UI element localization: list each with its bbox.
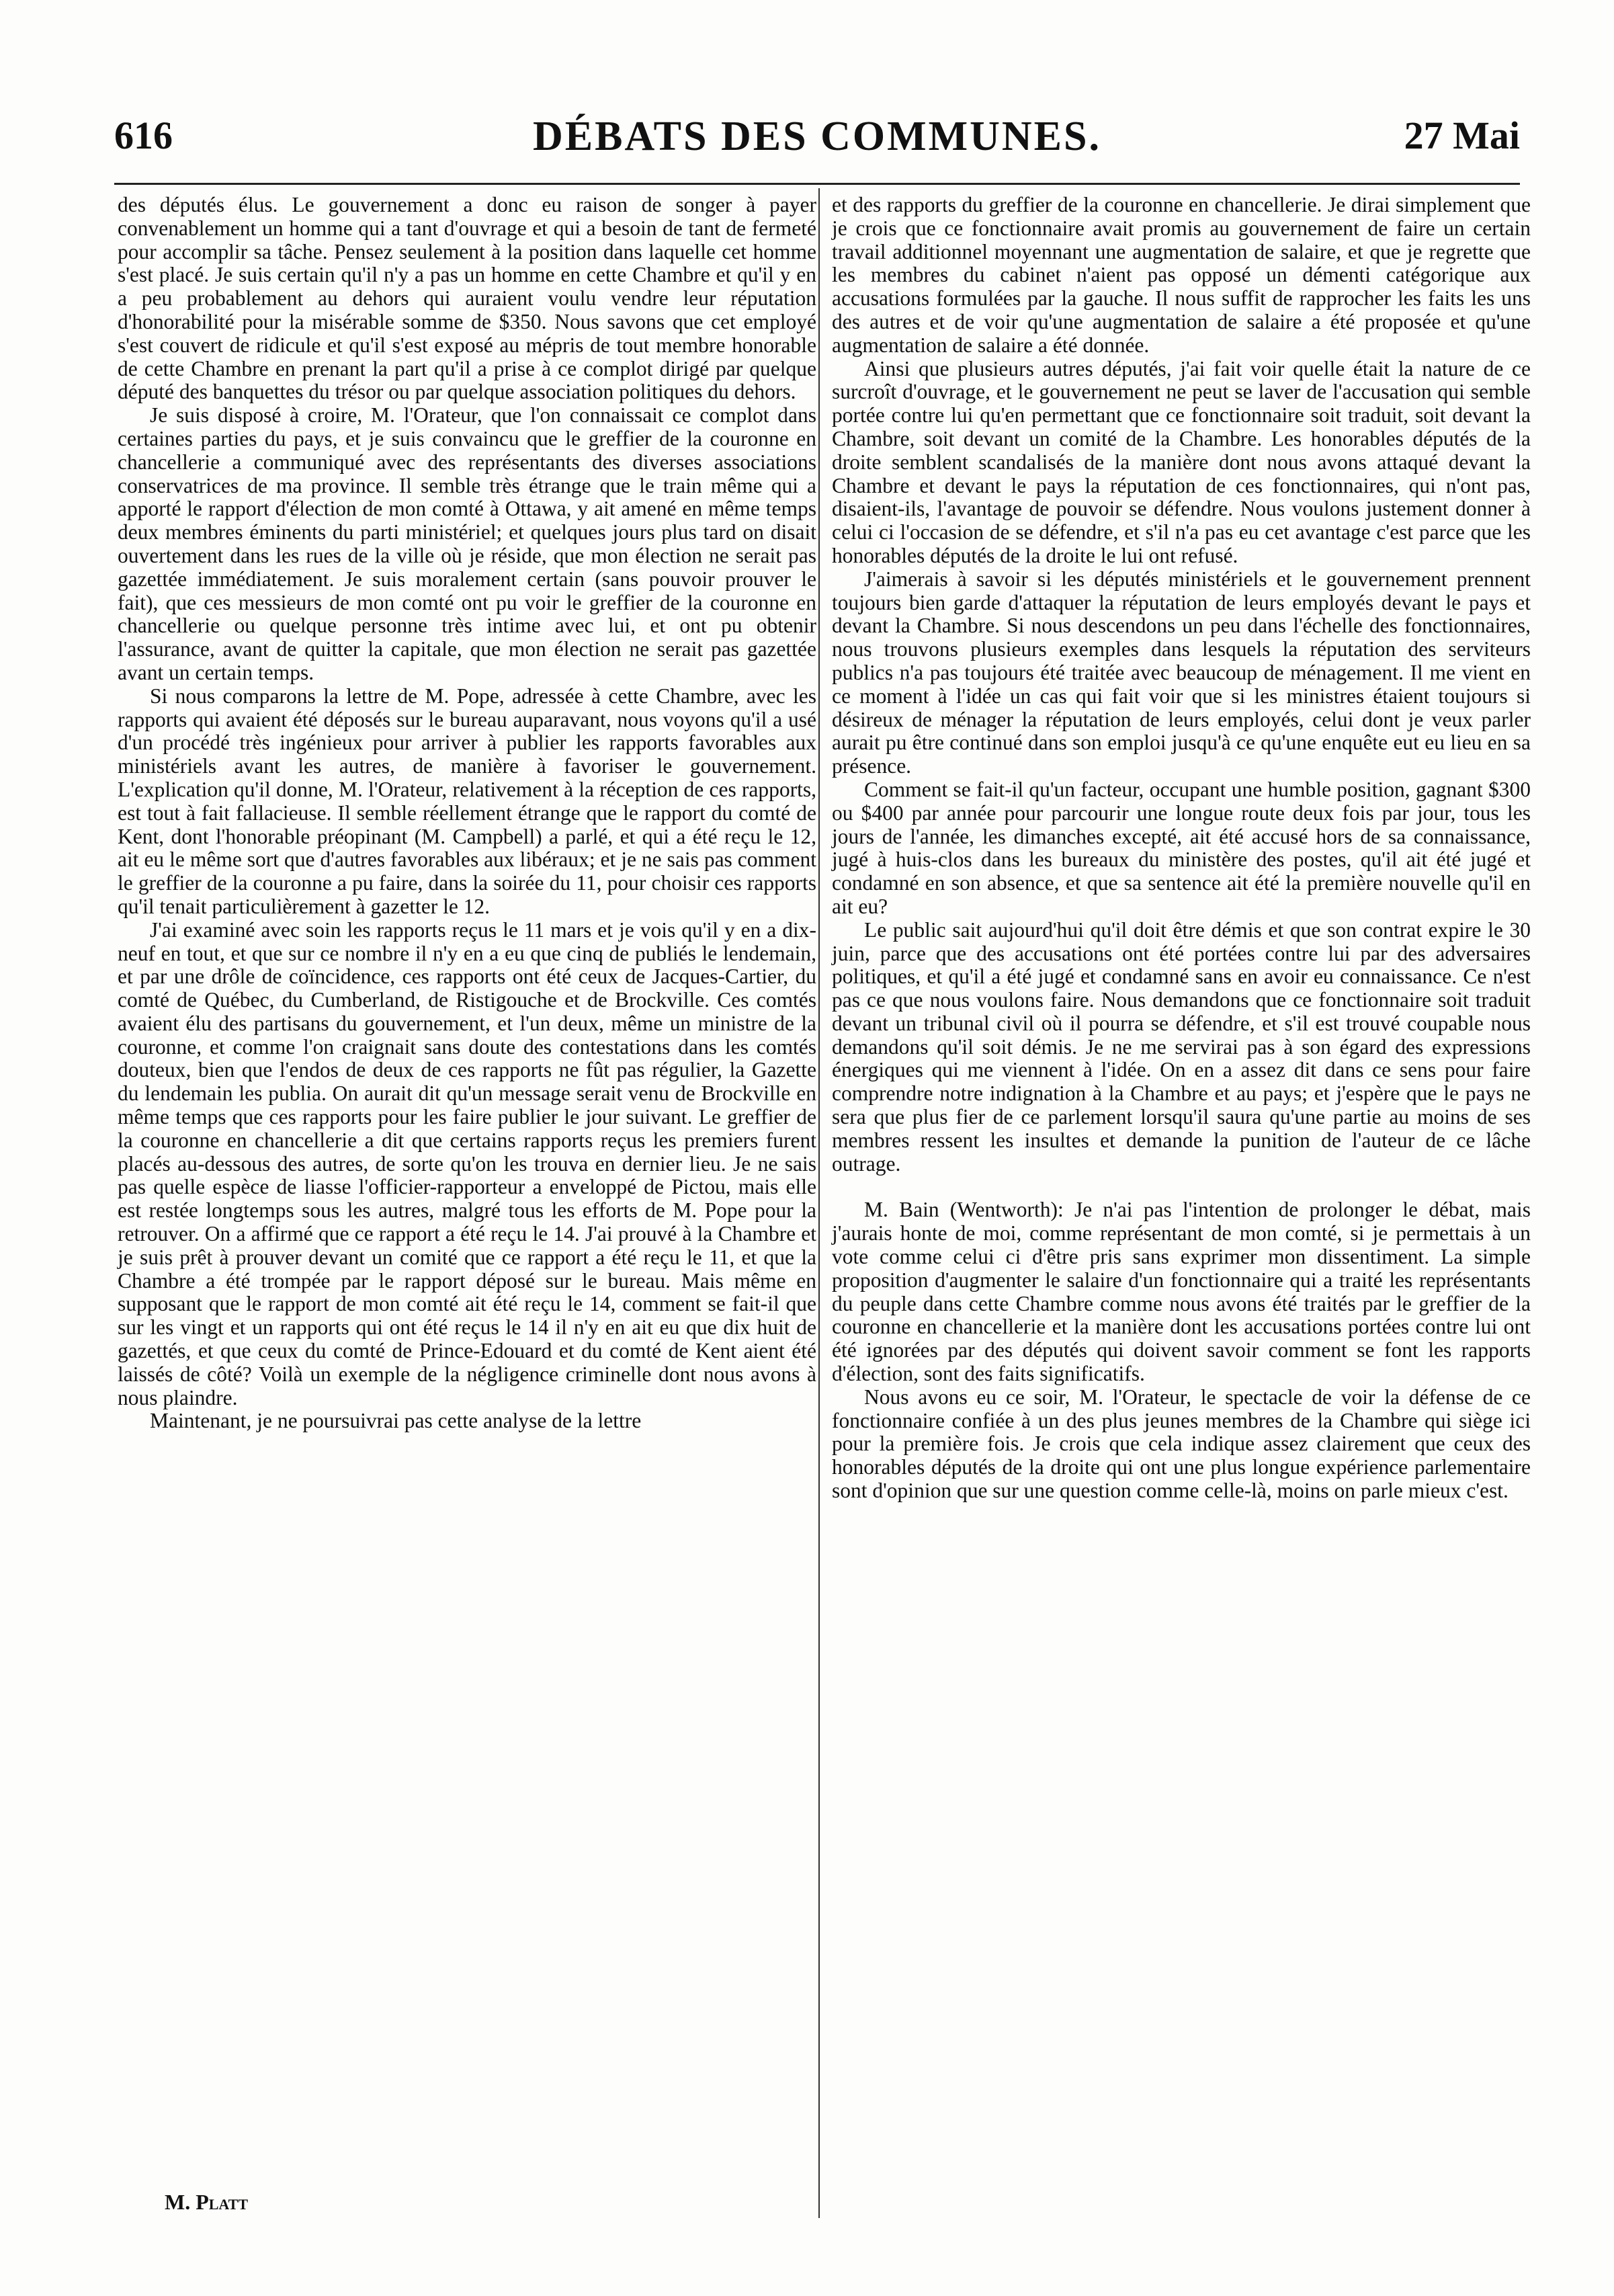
speaker-paragraph: M. Bain (Wentworth): Je n'ai pas l'intention de prolonger le débat, mais j'aurais honte de moi, comme représentant de mon comté, si je permettais à un vote comme celui ci d'être pris sans exprimer mon dissentiment. La simple proposition d'augmenter le salaire d'un fonctionnaire qui a traité les représentants du peuple dans cette Chambre comme nous avons été traités par le greffier de la couronne en chancellerie et la manière dont les accusations portées contre lui ont été ignorées par des députés qui doivent savoir comment se font les rapports d'élection, sont des faits significatifs. <box>832 1198 1531 1386</box>
column-divider <box>818 188 820 2218</box>
right-column <box>832 194 1531 1503</box>
paragraph: J'ai examiné avec soin les rapports reçus le 11 mars et je vois qu'il y en a dix-neuf en tout, et que sur ce nombre il n'y en a eu que cinq de publiés le lendemain, et par une drôle de coïncidence, ces rapports ont été ceux de Jacques-Cartier, du comté de Québec, du Cumberland, de Ristigouche et de Brockville. Ces comtés avaient élu des partisans du gouvernement, et l'un deux, même un ministre de la couronne, et comme l'on craignait sans doute des contestations dans les comtés douteux, bien que l'endos de deux de ces rapports ne fût pas régulier, la Gazette du lendemain les publia. On aurait dit qu'un message serait venu de Brockville en même temps que ces rapports pour les faire publier le jour suivant. Le greffier de la couronne en chancellerie a dit que certains rapports reçus les premiers furent placés au-dessous des autres, de sorte qu'on les trouva en dernier lieu. Je ne sais pas quelle espèce de liasse l'officier-rapporteur a enveloppé de Pictou, mais elle est restée longtemps sous les autres, malgré tous les efforts de M. Pope pour la retrouver. On a affirmé que ce rapport a été reçu le 14. J'ai prouvé à la Chambre et je suis prêt à prouver devant un comité que ce rapport a été reçu le 11, et que la Chambre a été trompée par le rapport déposé sur le bureau. Mais même en supposant que le rapport de mon comté ait été reçu le 14, comment se fait-il que sur les vingt et un rapports qui ont été reçus le 14 il n'y en ait eu que dix huit de gazettés, et que ceux du comté de Prince-Edouard et du comté de Kent aient été laissés de côté? Voilà un exemple de la négligence criminelle dont nous avons à nous plaindre. <box>118 917 816 1409</box>
left-column <box>118 194 816 1433</box>
paragraph: Comment se fait-il qu'un facteur, occupant une humble position, gagnant $300 ou $400 par année pour parcourir une longue route deux fois par jour, tous les jours de l'année, les dimanches excepté, ait été accusé hors de sa connaissance, jugé à huis-clos dans les bureaux du ministère des postes, qu'il ait été jugé et condamné en son absence, et que sa sentence ait été la première nouvelle qu'il en ait eu? <box>832 777 1531 918</box>
paragraph: et des rapports du greffier de la couronne en chancellerie. Je dirai simplement que je crois que ce fonctionnaire avait promis au gouvernement de faire un certain travail additionnel moyennant une augmentation de salaire, et que je regrette que les membres du cabinet n'aient pas opposé un démenti catégorique aux accusations formulées par la gauche. Il nous suffit de rapprocher les faits les uns des autres et de voir qu'une augmentation de salaire a été proposée et qu'une augmentation de salaire a été donnée. <box>832 193 1531 357</box>
page-number: 616 <box>114 114 173 157</box>
paragraph: J'aimerais à savoir si les députés ministériels et le gouvernement prennent toujours bien garde d'attaquer la réputation de leurs employés devant le pays et devant la Chambre. Si nous descendons un peu dans l'échelle des fonctionnaires, nous trouvons plusieurs exemples dans lesquels la réputation des serviteurs publics n'a pas toujours été traitée avec beaucoup de ménagement. Il me vient en ce moment à l'idée un cas qui fait voir que si les ministres étaient toujours si désireux de ménager la réputation de leurs employés, celui dont je veux parler aurait pu être continué dans son emploi jusqu'à ce qu'une enquête eut eu lieu en sa présence. <box>832 567 1531 778</box>
paragraph: Si nous comparons la lettre de M. Pope, adressée à cette Chambre, avec les rapports qui avaient été déposés sur le bureau auparavant, nous voyons qu'il a usé d'un procédé très ingénieux pour arriver à publier les rapports favorables aux ministériels avant les autres, de manière à favoriser le gouvernement. L'explication qu'il donne, M. l'Orateur, relativement à la réception de ces rapports, est tout à fait fallacieuse. Il semble réellement étrange que le rapport du comté de Kent, dont l'honorable préopinant (M. Campbell) a parlé, et qui a été reçu le 12, ait eu le même sort que d'autres favorables aux libéraux; et je ne sais pas comment le greffier de la couronne a pu faire, dans la soirée du 11, pour choisir ces rapports qu'il tenait particulièrement à gazetter le 12. <box>118 684 816 918</box>
paragraph: Ainsi que plusieurs autres députés, j'ai fait voir quelle était la nature de ce surcroît d'ouvrage, et le gouvernement ne peut se laver de l'accusation qui semble portée contre lui qu'en permettant que ce fonctionnaire soit traduit, soit devant la Chambre, soit devant un comité de la Chambre. Les honorables députés de la droite semblent scandalisés de la manière dont nous avons attaqué devant la Chambre et devant le pays la réputation de ces fonctionnaires, qui n'ont pas, disaient-ils, l'avantage de pouvoir se défendre. Nous voulons justement donner à celui ci l'occasion de se défendre, et s'il n'a pas eu cet avantage c'est parce que les honorables députés de la droite le lui ont refusé. <box>832 356 1531 567</box>
paragraph: des députés élus. Le gouvernement a donc eu raison de songer à payer convenablement un homme qui a tant d'ouvrage et qui a besoin de tant de fermeté pour accomplir sa tâche. Pensez seulement à la position dans laquelle cet homme s'est placé. Je suis certain qu'il n'y a pas un homme en cette Chambre et qu'il y en a peu probablement au dehors qui auraient voulu vendre leur réputation d'honorabilité pour la misérable somme de $350. Nous savons que cet employé s'est couvert de ridicule et qu'il s'est exposé au mépris de tout membre honorable de cette Chambre en prenant la part qu'il a prise à ce complot dirigé par quelque député des banquettes du trésor ou par quelque association politiques du dehors. <box>118 193 816 404</box>
paragraph: Je suis disposé à croire, M. l'Orateur, que l'on connaissait ce complot dans certaines parties du pays, et je suis convaincu que le greffier de la couronne en chancellerie a communiqué avec des représentants des diverses associations conservatrices de ma province. Il semble très étrange que le train même qui a apporté le rapport d'élection de mon comté à Ottawa, y ait amené en même temps deux membres éminents du parti ministériel; et quelques jours plus tard on disait ouvertement dans les rues de la ville où je réside, que mon élection ne serait pas gazettée immédiatement. Je suis moralement certain (sans pouvoir prouver le fait), que ces messieurs de mon comté ont pu voir le greffier de la couronne en chancellerie ou quelque personne très intime avec lui, et ont pu obtenir l'assurance, avant de quitter la capitale, que mon élection ne serait pas gazettée avant un certain temps. <box>118 403 816 684</box>
speaker-signature: M. Platt <box>165 2190 249 2214</box>
page-date: 27 Mai <box>1404 114 1520 157</box>
paragraph: Nous avons eu ce soir, M. l'Orateur, le spectacle de voir la défense de ce fonctionnaire confiée à un des plus jeunes membres de la Chambre qui siège ici pour la première fois. Je crois que cela indique assez clairement que ceux des honorables députés de la droite qui ont une plus longue expérience parlementaire sont d'opinion que sur une question comme celle-là, moins on parle mieux c'est. <box>832 1385 1531 1503</box>
page-title: DÉBATS DES COMMUNES. <box>532 114 1102 159</box>
paragraph: Le public sait aujourd'hui qu'il doit être démis et que son contrat expire le 30 juin, parce que des accusations ont été portées contre lui par des adversaires politiques, et qu'il a été jugé et condamné sans en avoir eu connaissance. Ce n'est pas ce que nous voulons faire. Nous demandons que ce fonctionnaire soit traduit devant un tribunal civil où il pourra se défendre, et s'il est trouvé coupable nous demandons qu'il soit démis. Je ne me servirai pas à son égard des expressions énergiques qui me viennent à l'idée. On en a assez dit dans ce sens pour faire comprendre notre indignation à la Chambre et au pays; et j'espère que le pays ne sera que plus fier de ce parlement lorsqu'il saura qu'une partie au moins de ses membres ressent les insultes et demande la punition de l'auteur de ce lâche outrage. <box>832 917 1531 1176</box>
header-rule <box>114 183 1520 185</box>
paragraph: Maintenant, je ne poursuivrai pas cette analyse de la lettre <box>150 1409 642 1433</box>
running-header <box>114 113 1520 160</box>
